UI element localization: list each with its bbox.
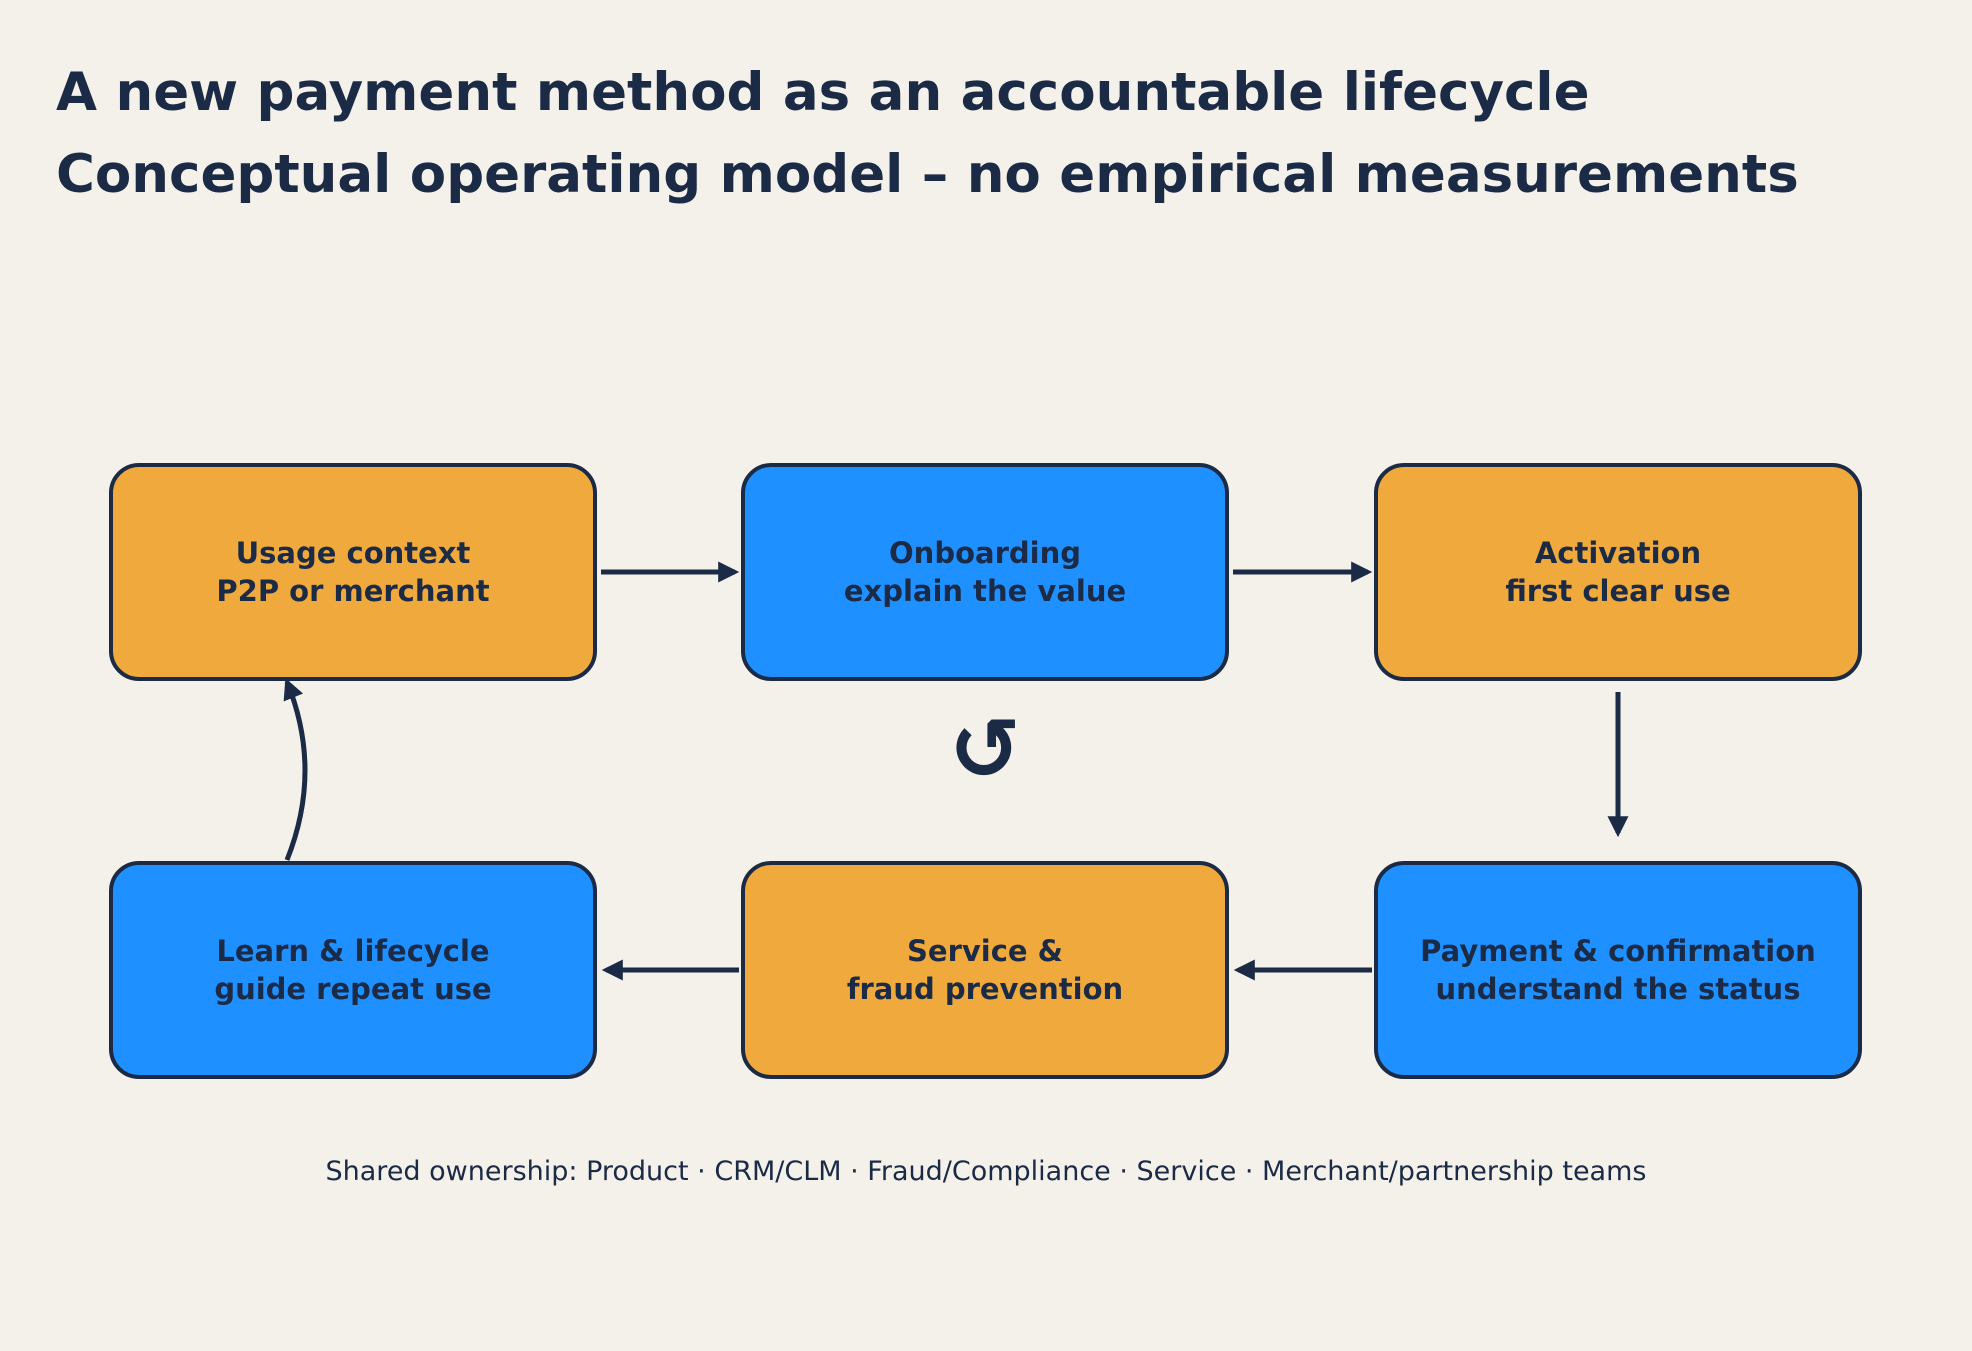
stage-service-fraud-title: Service &	[907, 934, 1063, 968]
diagram-title: A new payment method as an accountable lifecycle	[56, 62, 1590, 123]
stage-learn-lifecycle	[109, 861, 597, 1079]
arrow-learn-to-usage	[287, 682, 305, 860]
stage-payment-confirmation-title: Payment & confirmation	[1420, 934, 1816, 968]
stage-learn-lifecycle-detail: guide repeat use	[214, 972, 492, 1006]
diagram-subtitle: Conceptual operating model – no empirical measurements	[56, 144, 1799, 205]
stage-payment-confirmation-detail: understand the status	[1435, 972, 1801, 1006]
stage-payment-confirmation	[1374, 861, 1862, 1079]
stage-usage-context-title: Usage context	[235, 536, 471, 570]
stage-learn-lifecycle-title: Learn & lifecycle	[216, 934, 490, 968]
stage-activation-title: Activation	[1534, 536, 1702, 570]
stage-onboarding-detail: explain the value	[843, 574, 1127, 608]
stage-service-fraud-detail: fraud prevention	[846, 972, 1124, 1006]
ownership-footer: Shared ownership: Product · CRM/CLM · Fraud/Compliance · Service · Merchant/partnership teams	[325, 1156, 1647, 1187]
stage-onboarding	[741, 463, 1229, 681]
cycle-icon: ↺	[948, 700, 1022, 800]
stage-onboarding-title: Onboarding	[889, 536, 1081, 570]
stage-activation	[1374, 463, 1862, 681]
stage-usage-context-detail: P2P or merchant	[216, 574, 490, 608]
stage-usage-context	[109, 463, 597, 681]
stage-service-fraud	[741, 861, 1229, 1079]
stage-activation-detail: first clear use	[1505, 574, 1731, 608]
